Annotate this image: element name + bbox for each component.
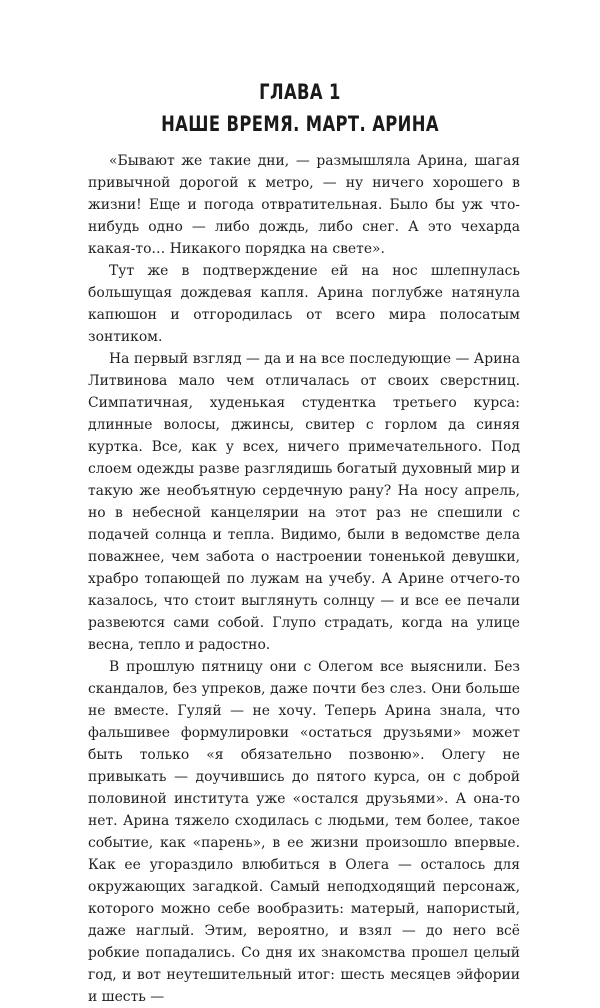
paragraph-4: В прошлую пятницу они с Олегом все выяснили. Без скандалов, без упреков, даже почти без слез. Они больше не вместе. Гуляй — не хочу. Теперь Арина знала, что фальшивее формулировки «остаться друзьями» может быть только «я обязательно позвоню». Олегу не привыкать — доучившись до пятого курса, он с доброй половиной института уже «остался друзьями». А она-то нет. Арина тяжело сходилась с людьми, тем более, такое событие, как «парень», в ее жизни произошло впервые. Как ее угораздило влюбиться в Олега — осталось для окружающих загадкой. Самый неподходящий персонаж, которого можно себе вообразить: матерый, напористый, даже наглый. Этим, вероятно, и взял — до него всё робкие попадались. Со дня их знакомства прошел целый год, и вот неутешительный итог: шесть месяцев эйфории и шесть — [88, 659, 520, 1005]
chapter-title: НАШЕ ВРЕМЯ. МАРТ. АРИНА [161, 112, 439, 136]
paragraph-3: На первый взгляд — да и на все последующие — Арина Литвинова мало чем отличалась от своих сверстниц. Симпатичная, худенькая студентка третьего курса: длинные волосы, джинсы, свитер с горлом да синяя куртка. Все, как у всех, ничего примечательного. Под слоем одежды разве разглядишь богатый духовный мир и такую же необъятную сердечную рану? На носу апрель, но в небесной канцелярии на этот раз не спешили с подачей солнца и тепла. Видимо, были в ведомстве дела поважнее, чем забота о настроении тоненькой девушки, храбро топающей по лужам на учебу. А Арине отчего-то казалось, что стоит выглянуть солнцу — и все ее печали развеются сами собой. Глупо страдать, когда на улице весна, тепло и радостно. [88, 351, 520, 653]
paragraph-1: «Бывают же такие дни, — размышляла Арина, шагая привычной дорогой к метро, — ну ничего хорошего в жизни! Еще и погода отвратительная. Было бы уж что-нибудь одно — либо дождь, либо снег. А это чехарда какая-то… Никакого порядка на свете». [88, 153, 520, 257]
chapter-label: ГЛАВА 1 [259, 80, 341, 104]
paragraph-2: Тут же в подтверждение ей на нос шлепнулась большущая дождевая капля. Арина поглубже натянула капюшон и отгородилась от всего мира полосатым зонтиком. [88, 263, 520, 345]
chapter-body [88, 150, 520, 1008]
